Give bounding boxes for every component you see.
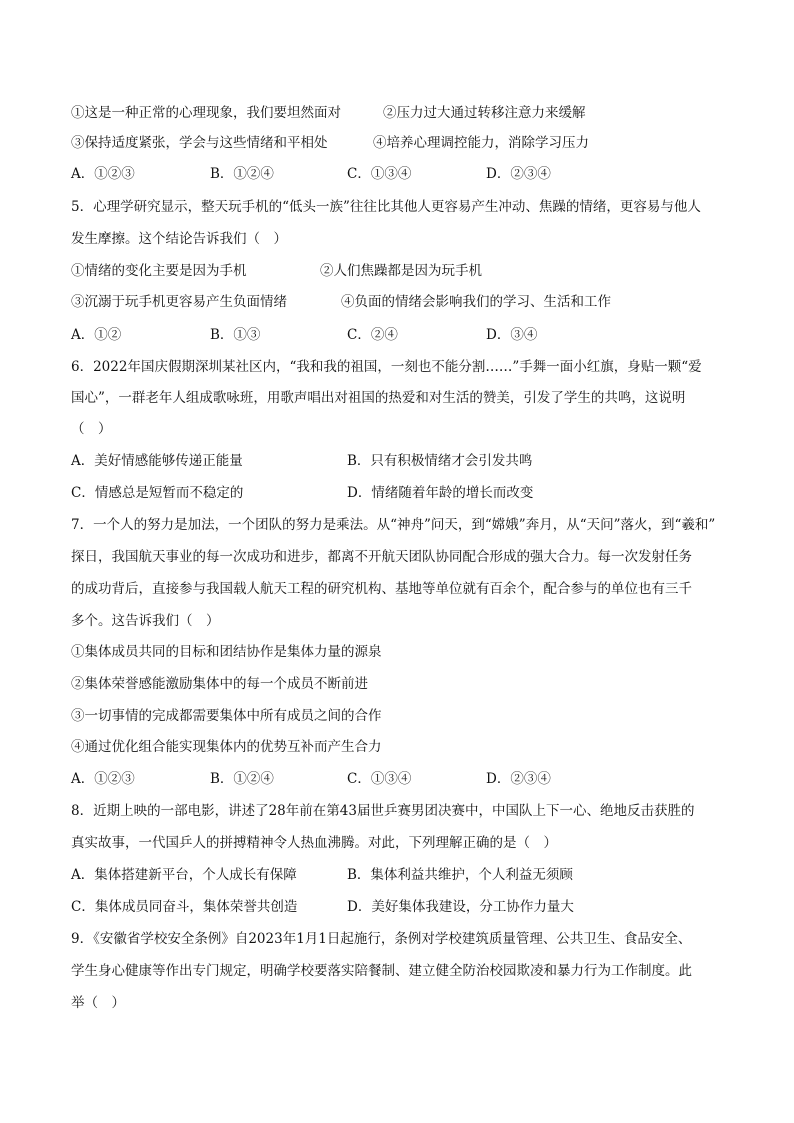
q4-statement-1: ①这是一种正常的心理现象，我们要坦然面对	[71, 105, 341, 121]
q5-stem-line-2: 发生摩擦。这个结论告诉我们（ ）	[71, 231, 287, 247]
q7-option-d: D．②③④	[486, 771, 551, 787]
q5-statement-4: ④负面的情绪会影响我们的学习、生活和工作	[341, 294, 611, 310]
q6-stem-line-3: （ ）	[71, 421, 112, 437]
q7-stem-line-2: 探日，我国航天事业的每一次成功和进步，都离不开航天团队协同配合形成的强大合力。每一次发射任务	[71, 549, 692, 565]
q6-stem-line-2: 国心”，一群老年人组成歌咏班，用歌声唱出对祖国的热爱和对生活的赞美，引发了学生的共鸣，这说明	[71, 390, 686, 406]
q8-option-b: B．集体利益共维护，个人利益无须顾	[347, 867, 573, 883]
q4-statement-2: ②压力过大通过转移注意力来缓解	[383, 105, 586, 121]
q4-option-c: C．①③④	[347, 166, 412, 182]
q8-option-d: D．美好集体我建设，分工协作力量大	[347, 899, 574, 915]
q9-stem-line-3: 举（ ）	[71, 995, 125, 1011]
q7-statement-4: ④通过优化组合能实现集体内的优势互补而产生合力	[71, 739, 382, 755]
q7-stem-line-4: 多个。这告诉我们（ ）	[71, 613, 220, 629]
q5-stem-line-1: 5．心理学研究显示，整天玩手机的“低头一族”往往比其他人更容易产生冲动、焦躁的情绪，更容易与他人	[71, 199, 701, 215]
q8-stem-line-2: 真实故事，一代国乒人的拼搏精神令人热血沸腾。对此，下列理解正确的是（ ）	[71, 835, 557, 851]
q7-statement-3: ③一切事情的完成都需要集体中所有成员之间的合作	[71, 708, 382, 724]
q6-stem-line-1: 6．2022年国庆假期深圳某社区内，“我和我的祖国，一刻也不能分割……”手舞一面小红旗，身贴一颗“爱	[71, 359, 702, 375]
q5-option-a: A．①②	[71, 327, 122, 343]
q7-stem-line-1: 7．一个人的努力是加法，一个团队的努力是乘法。从“神舟”问天，到“嫦娥”奔月，从“天问”落火，到“羲和”	[71, 517, 716, 533]
q5-option-d: D．③④	[486, 327, 538, 343]
q9-stem-line-1: 9．《安徽省学校安全条例》自2023年1月1日起施行，条例对学校建筑质量管理、公共卫生、食品安全、	[71, 931, 692, 947]
q4-option-b: B．①②④	[210, 166, 274, 182]
q6-option-d: D．情绪随着年龄的增长而改变	[347, 485, 534, 501]
q6-option-c: C．情感总是短暂而不稳定的	[71, 485, 244, 501]
q4-statement-4: ④培养心理调控能力，消除学习压力	[373, 135, 589, 151]
q7-option-b: B．①②④	[210, 771, 274, 787]
q7-statement-2: ②集体荣誉感能激励集体中的每一个成员不断前进	[71, 676, 368, 692]
q8-option-a: A．集体搭建新平台，个人成长有保障	[71, 867, 297, 883]
q7-statement-1: ①集体成员共同的目标和团结协作是集体力量的源泉	[71, 644, 382, 660]
q4-option-d: D．②③④	[486, 166, 551, 182]
q4-statement-3: ③保持适度紧张，学会与这些情绪和平相处	[71, 135, 328, 151]
q6-option-b: B．只有积极情绪才会引发共鸣	[347, 453, 533, 469]
q7-stem-line-3: 的成功背后，直接参与我国载人航天工程的研究机构、基地等单位就有百余个，配合参与的单位也有三千	[71, 581, 692, 597]
q5-statement-2: ②人们焦躁都是因为玩手机	[320, 263, 482, 279]
q5-option-b: B．①③	[210, 327, 261, 343]
q6-option-a: A．美好情感能够传递正能量	[71, 453, 243, 469]
q9-stem-line-2: 学生身心健康等作出专门规定，明确学校要落实陪餐制、建立健全防治校园欺凌和暴力行为工作制度。此	[71, 963, 692, 979]
q8-option-c: C．集体成员同奋斗，集体荣誉共创造	[71, 899, 298, 915]
q5-statement-1: ①情绪的变化主要是因为手机	[71, 263, 247, 279]
q4-option-a: A．①②③	[71, 166, 135, 182]
q5-option-c: C．②④	[347, 327, 398, 343]
q8-stem-line-1: 8．近期上映的一部电影，讲述了28年前在第43届世乒赛男团决赛中，中国队上下一心、绝地反击获胜的	[71, 803, 695, 819]
q7-option-a: A．①②③	[71, 771, 135, 787]
q7-option-c: C．①③④	[347, 771, 412, 787]
q5-statement-3: ③沉溺于玩手机更容易产生负面情绪	[71, 294, 287, 310]
